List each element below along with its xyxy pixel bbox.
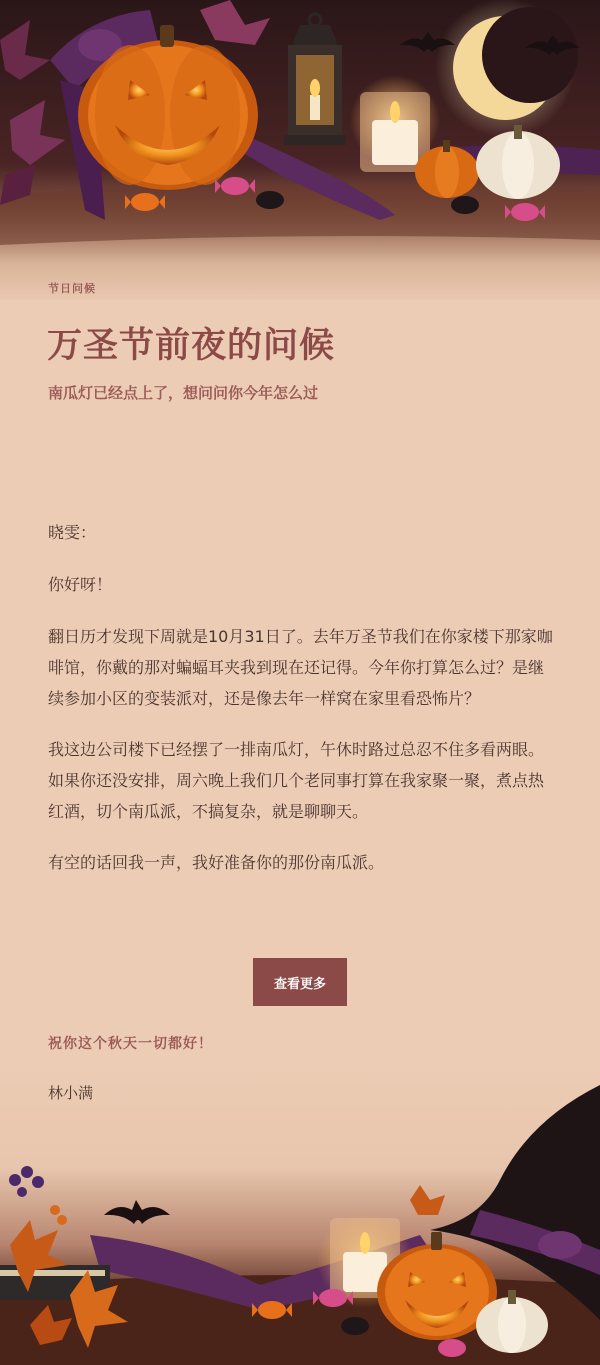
letter-paragraph: 翻日历才发现下周就是10月31日了。去年万圣节我们在你家楼下那家咖啡馆，你戴的那对蝙蝠耳夹我到现在还记得。今年你打算怎么过？是继续参加小区的变装派对，还是像去年一样窝在家里看恐怖片？: [48, 627, 553, 708]
signature: 林小满: [48, 1084, 94, 1102]
letter-salutation: 晓雯：: [48, 523, 97, 542]
letter-body: [48, 517, 553, 878]
letter-paragraph: 我这边公司楼下已经摆了一排南瓜灯，午休时路过总忍不住多看两眼。如果你还没安排，周六晚上我们几个老同事打算在我家聚一聚，煮点热红酒，切个南瓜派，不搞复杂，就是聊聊天。: [48, 740, 545, 821]
letter-hello: 你好呀！: [48, 575, 113, 594]
closing-wish: 祝你这个秋天一切都好！: [48, 1036, 213, 1052]
view-more-button[interactable]: 查看更多: [253, 958, 347, 1006]
halloween-footer-illustration: [0, 1060, 600, 1365]
page-subtitle: 南瓜灯已经点上了，想问问你今年怎么过: [48, 384, 319, 402]
page-title: 万圣节前夜的问候: [47, 326, 336, 366]
eyebrow-label: 节日问候: [48, 282, 96, 295]
halloween-header-illustration: [0, 0, 600, 300]
letter-paragraph: 有空的话回我一声，我好准备你的那份南瓜派。: [48, 853, 385, 872]
